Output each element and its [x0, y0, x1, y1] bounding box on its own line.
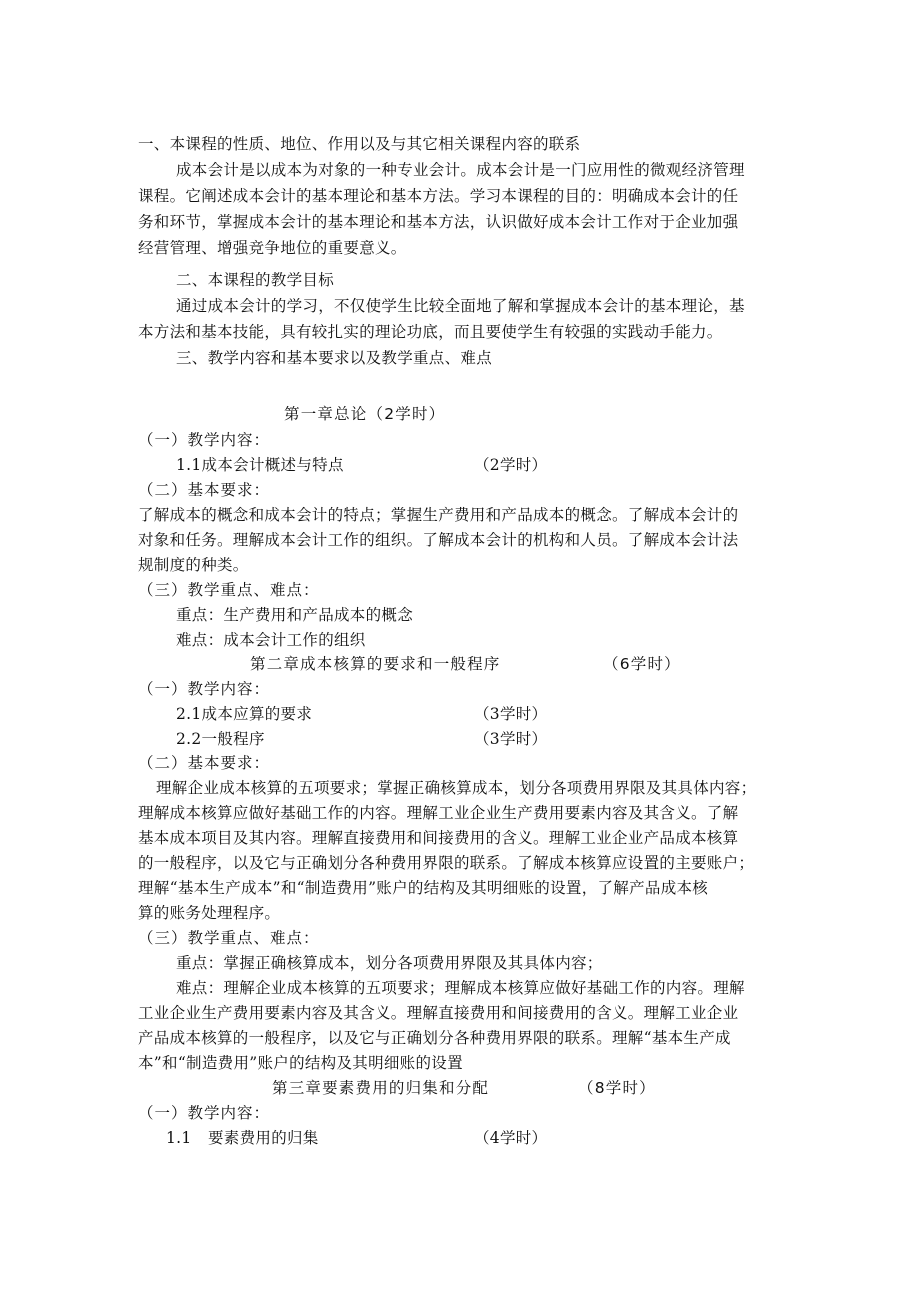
paragraph-line: 本”和“制造费用”账户的结构及其明细账的设置	[138, 1054, 463, 1072]
ch2-item-2-hours: （3学时）	[474, 730, 548, 748]
paragraph-line: 规制度的种类。	[138, 556, 249, 574]
ch3-item-1-number: 1.1	[166, 1129, 192, 1147]
paragraph-line: 基本成本项目及其内容。理解直接费用和间接费用的含义。理解工业企业产品成本核算	[138, 829, 739, 847]
ch2-item-2: 2.2一般程序	[176, 730, 265, 748]
ch2-key-point: 重点：掌握正确核算成本，划分各项费用界限及其具体内容；	[176, 954, 603, 972]
paragraph-line: 通过成本会计的学习，不仅使学生比较全面地了解和掌握成本会计的基本理论，基	[176, 297, 745, 315]
paragraph-line: 难点：理解企业成本核算的五项要求；理解成本核算应做好基础工作的内容。理解	[176, 979, 745, 997]
paragraph-line: 务和环节，掌握成本会计的基本理论和基本方法，认识做好成本会计工作对于企业加强	[138, 213, 739, 231]
paragraph-line: 了解成本的概念和成本会计的特点；掌握生产费用和产品成本的概念。了解成本会计的	[138, 506, 739, 524]
paragraph-line: 算的账务处理程序。	[138, 904, 281, 922]
ch2-item-1: 2.1成本应算的要求	[176, 705, 313, 723]
chapter-2-hours: （6学时）	[603, 655, 681, 673]
ch1-item-1: 1.1成本会计概述与特点	[176, 456, 344, 474]
ch1-difficult-point: 难点：成本会计工作的组织	[176, 631, 366, 649]
section-heading-2: 二、本课程的教学目标	[176, 271, 335, 289]
ch1-item-1-hours: （2学时）	[474, 456, 548, 474]
ch3-item-1-hours: （4学时）	[474, 1129, 548, 1147]
chapter-1-title: 第一章总论（2学时）	[284, 405, 446, 423]
paragraph-line: 对象和任务。理解成本会计工作的组织。了解成本会计的机构和人员。了解成本会计法	[138, 531, 739, 549]
paragraph-line: 理解成本核算应做好基础工作的内容。理解工业企业生产费用要素内容及其含义。了解	[138, 804, 739, 822]
paragraph-line: 工业企业生产费用要素内容及其含义。理解直接费用和间接费用的含义。理解工业企业	[138, 1004, 739, 1022]
ch1-key-point: 重点：生产费用和产品成本的概念	[176, 606, 414, 624]
ch3-content-label: （一）教学内容：	[138, 1104, 271, 1122]
paragraph-line: 理解企业成本核算的五项要求；掌握正确核算成本，划分各项费用界限及其具体内容；	[156, 779, 757, 797]
ch2-item-1-hours: （3学时）	[474, 705, 548, 723]
chapter-2-title: 第二章成本核算的要求和一般程序	[250, 655, 501, 673]
paragraph-line: 经营管理、增强竞争地位的重要意义。	[138, 239, 407, 257]
ch1-key-points-label: （三）教学重点、难点：	[138, 581, 320, 599]
ch1-content-label: （一）教学内容：	[138, 431, 271, 449]
ch2-content-label: （一）教学内容：	[138, 680, 271, 698]
ch1-requirements-label: （二）基本要求：	[138, 481, 271, 499]
paragraph-line: 产品成本核算的一般程序，以及它与正确划分各种费用界限的联系。理解“基本生产成	[138, 1029, 731, 1047]
paragraph-line: 理解“基本生产成本”和“制造费用”账户的结构及其明细账的设置，了解产品成本核	[138, 879, 709, 897]
ch3-item-1: 要素费用的归集	[208, 1129, 319, 1147]
ch2-key-points-label: （三）教学重点、难点：	[138, 929, 320, 947]
section-heading-1: 一、本课程的性质、地位、作用以及与其它相关课程内容的联系	[138, 135, 581, 153]
ch2-requirements-label: （二）基本要求：	[138, 754, 271, 772]
chapter-3-hours: （8学时）	[578, 1079, 656, 1097]
section-heading-3: 三、教学内容和基本要求以及教学重点、难点	[176, 349, 493, 367]
paragraph-line: 课程。它阐述成本会计的基本理论和基本方法。学习本课程的目的：明确成本会计的任	[138, 187, 739, 205]
paragraph-line: 的一般程序，以及它与正确划分各种费用界限的联系。了解成本核算应设置的主要账户；	[138, 854, 755, 872]
chapter-3-title: 第三章要素费用的归集和分配	[272, 1079, 490, 1097]
paragraph-line: 成本会计是以成本为对象的一种专业会计。成本会计是一门应用性的微观经济管理	[176, 161, 745, 179]
paragraph-line: 本方法和基本技能，具有较扎实的理论功底，而且要使学生有较强的实践动手能力。	[138, 323, 723, 341]
